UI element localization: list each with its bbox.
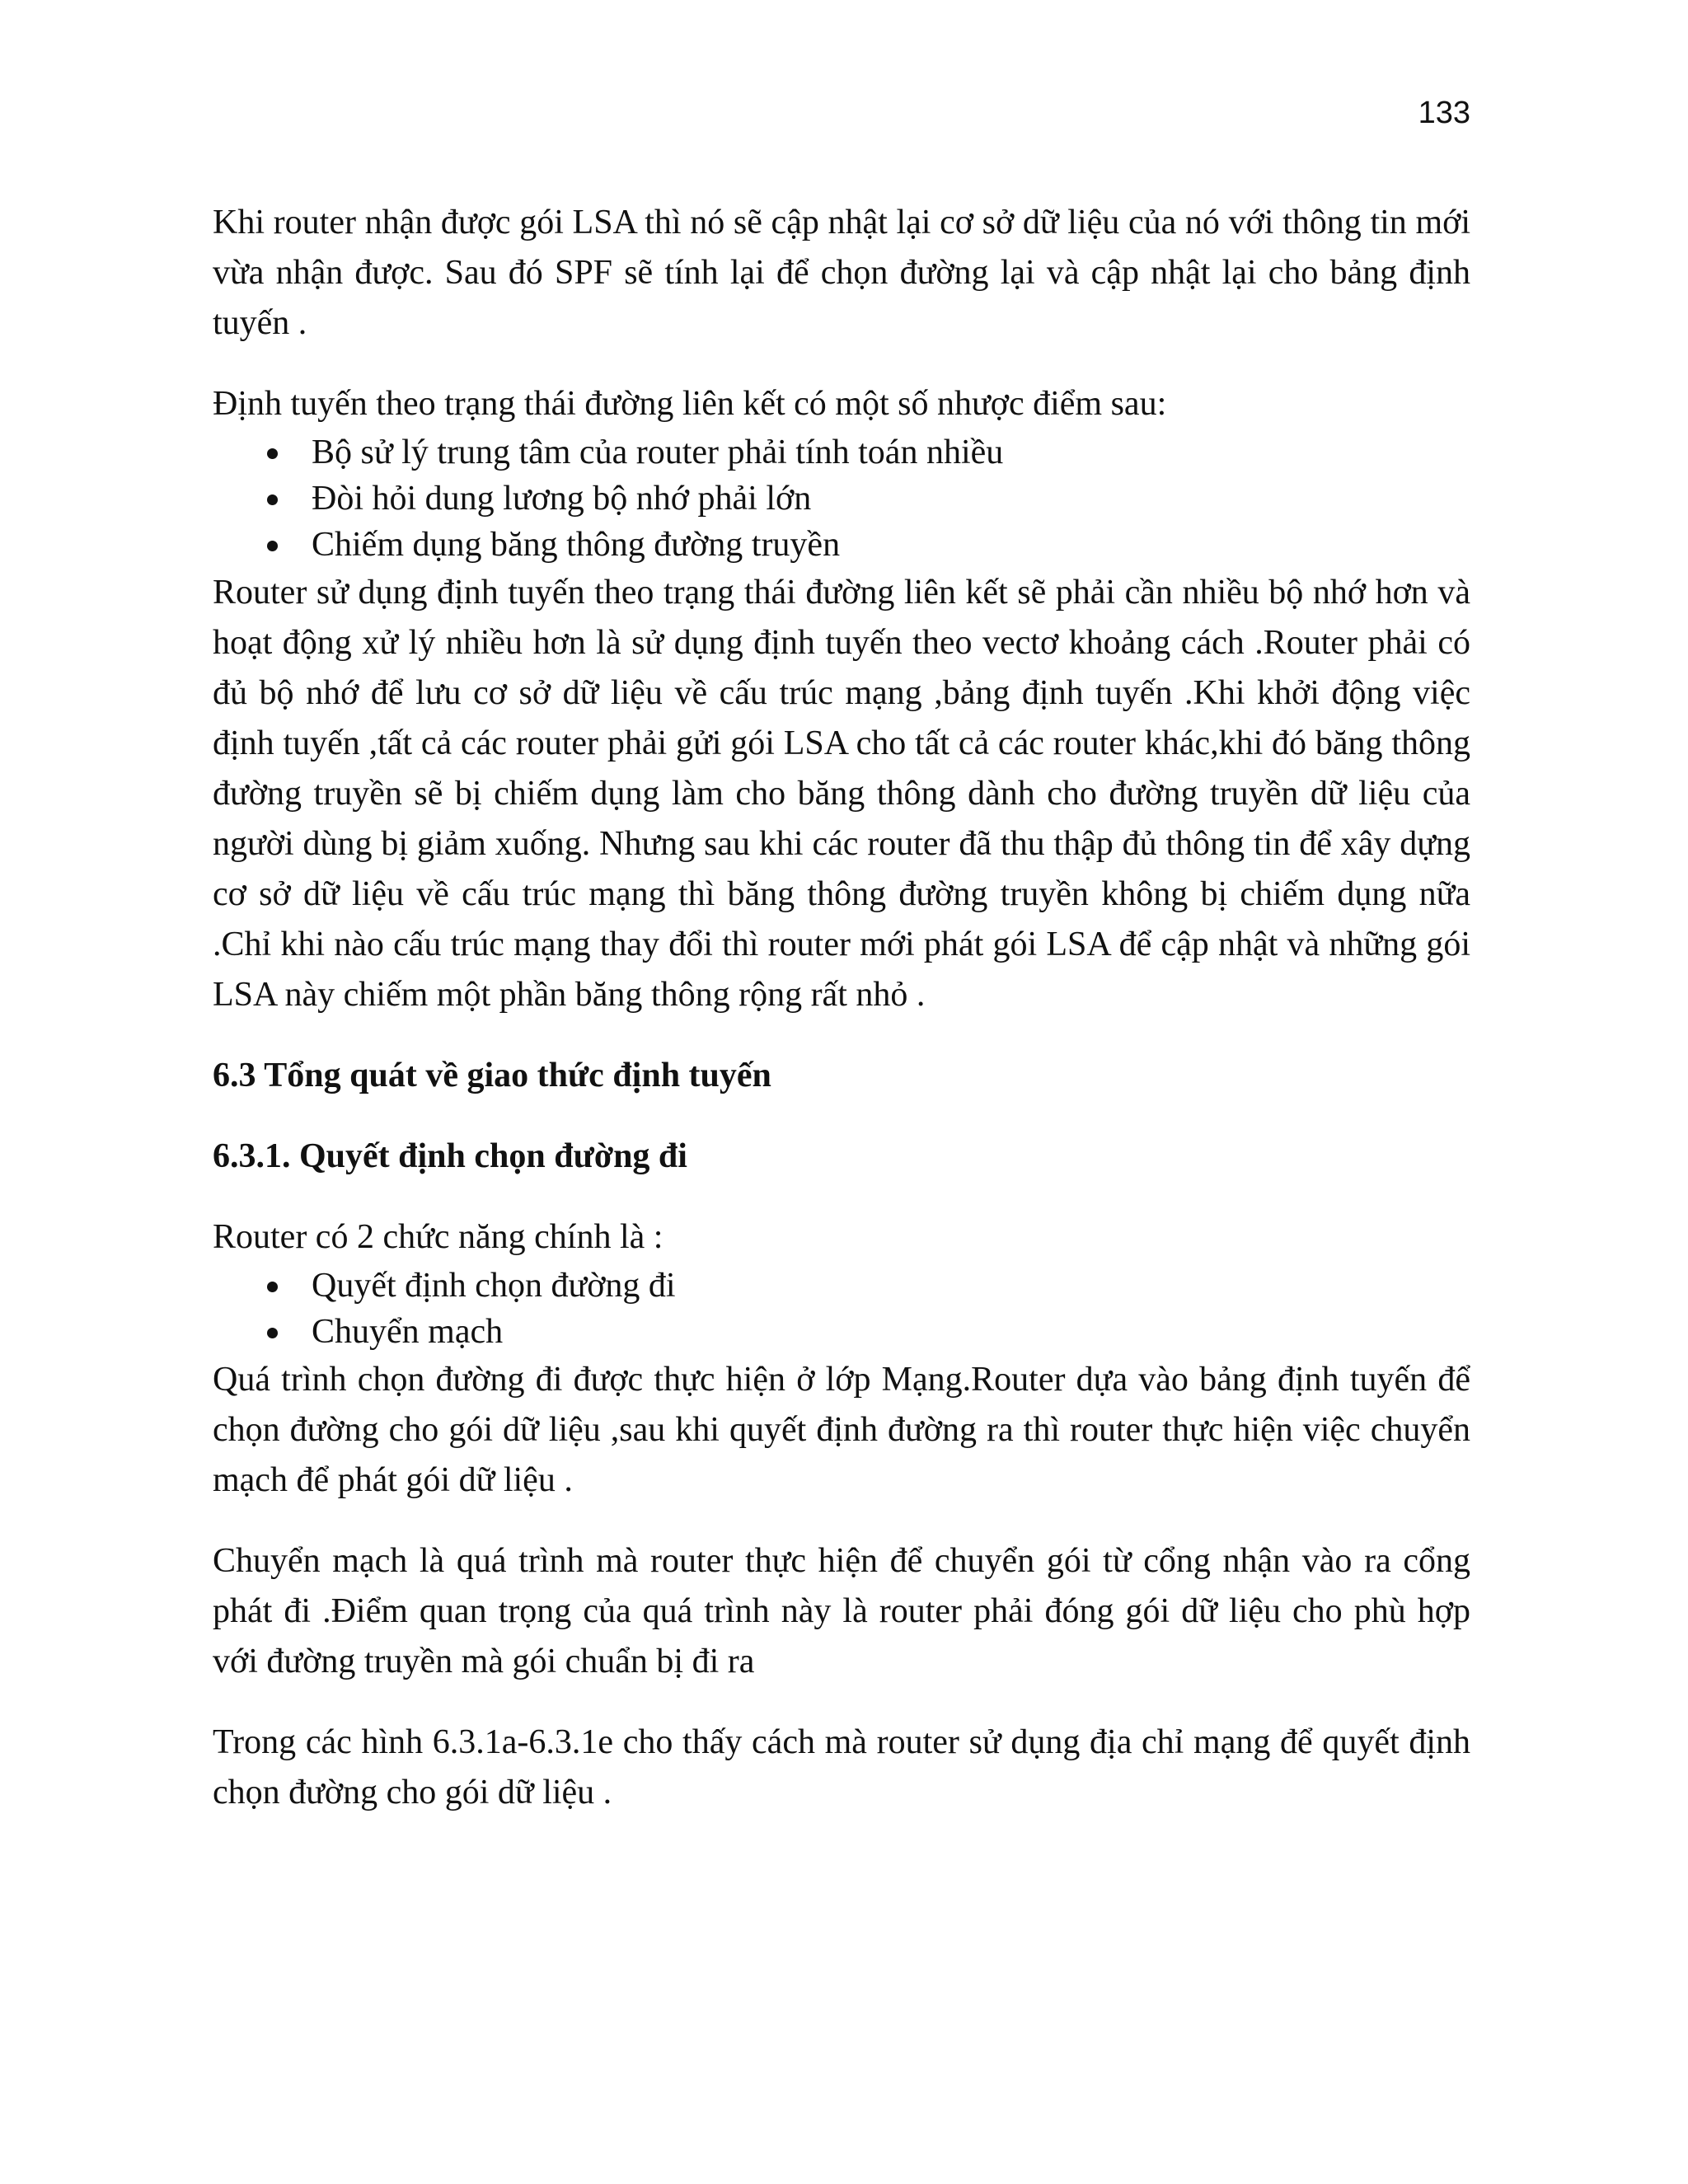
paragraph-disadvantages-intro: Định tuyến theo trạng thái đường liên kết có một số nhược điểm sau: bbox=[213, 385, 1167, 423]
paragraph-lsa-update: Khi router nhận được gói LSA thì nó sẽ cập nhật lại cơ sở dữ liệu của nó với thông tin mới vừa nhận được. Sau đó SPF sẽ tính lại để chọn đường lại và cập nhật lại cho bảng định tuyến . bbox=[213, 204, 1470, 342]
subsection-heading: 6.3.1. Quyết định chọn đường đi bbox=[213, 1137, 687, 1175]
section-heading: 6.3 Tổng quát về giao thức định tuyến bbox=[213, 1057, 771, 1094]
paragraph-figures-reference: Trong các hình 6.3.1a-6.3.1e cho thấy cách mà router sử dụng địa chỉ mạng để quyết định chọn đường cho gói dữ liệu . bbox=[213, 1723, 1470, 1811]
list-item: Bộ sử lý trung tâm của router phải tính toán nhiều bbox=[213, 429, 1470, 476]
bullet-list-router-functions bbox=[213, 1263, 1470, 1355]
paragraph-link-state-memory: Router sử dụng định tuyến theo trạng thái đường liên kết sẽ phải cần nhiều bộ nhớ hơn và hoạt động xử lý nhiều hơn là sử dụng định tuyến theo vectơ khoảng cách .Router phải có đủ bộ nhớ để lưu cơ sở dữ liệu về cấu trúc mạng ,bảng định tuyến .Khi khởi động việc định tuyến ,tất cả các router phải gửi gói LSA cho tất cả các router khác,khi đó băng thông đường truyền sẽ bị chiếm dụng làm cho băng thông dành cho đường truyền dữ liệu của người dùng bị giảm xuống. Nhưng sau khi các router đã thu thập đủ thông tin để xây dựng cơ sở dữ liệu về cấu trúc mạng thì băng thông đường truyền không bị chiếm dụng nữa .Chỉ khi nào cấu trúc mạng thay đổi thì router mới phát gói LSA để cập nhật và những gói LSA này chiếm một phần băng thông rộng rất nhỏ . bbox=[213, 574, 1470, 1014]
list-item: Quyết định chọn đường đi bbox=[213, 1263, 1470, 1309]
paragraph-switching: Chuyển mạch là quá trình mà router thực hiện để chuyển gói từ cổng nhận vào ra cổng phát đi .Điểm quan trọng của quá trình này là router phải đóng gói dữ liệu cho phù hợp với đường truyền mà gói chuẩn bị đi ra bbox=[213, 1542, 1470, 1680]
list-item: Chiếm dụng băng thông đường truyền bbox=[213, 522, 1470, 568]
list-item: Đòi hỏi dung lương bộ nhớ phải lớn bbox=[213, 476, 1470, 522]
list-item: Chuyển mạch bbox=[213, 1309, 1470, 1355]
page-content bbox=[213, 198, 1470, 1818]
bullet-list-disadvantages bbox=[213, 429, 1470, 568]
paragraph-router-functions: Router có 2 chức năng chính là : bbox=[213, 1218, 663, 1256]
paragraph-path-selection: Quá trình chọn đường đi được thực hiện ở lớp Mạng.Router dựa vào bảng định tuyến để chọn đường cho gói dữ liệu ,sau khi quyết định đường ra thì router thực hiện việc chuyển mạch để phát gói dữ liệu . bbox=[213, 1361, 1470, 1499]
page-number: 133 bbox=[1418, 96, 1470, 130]
